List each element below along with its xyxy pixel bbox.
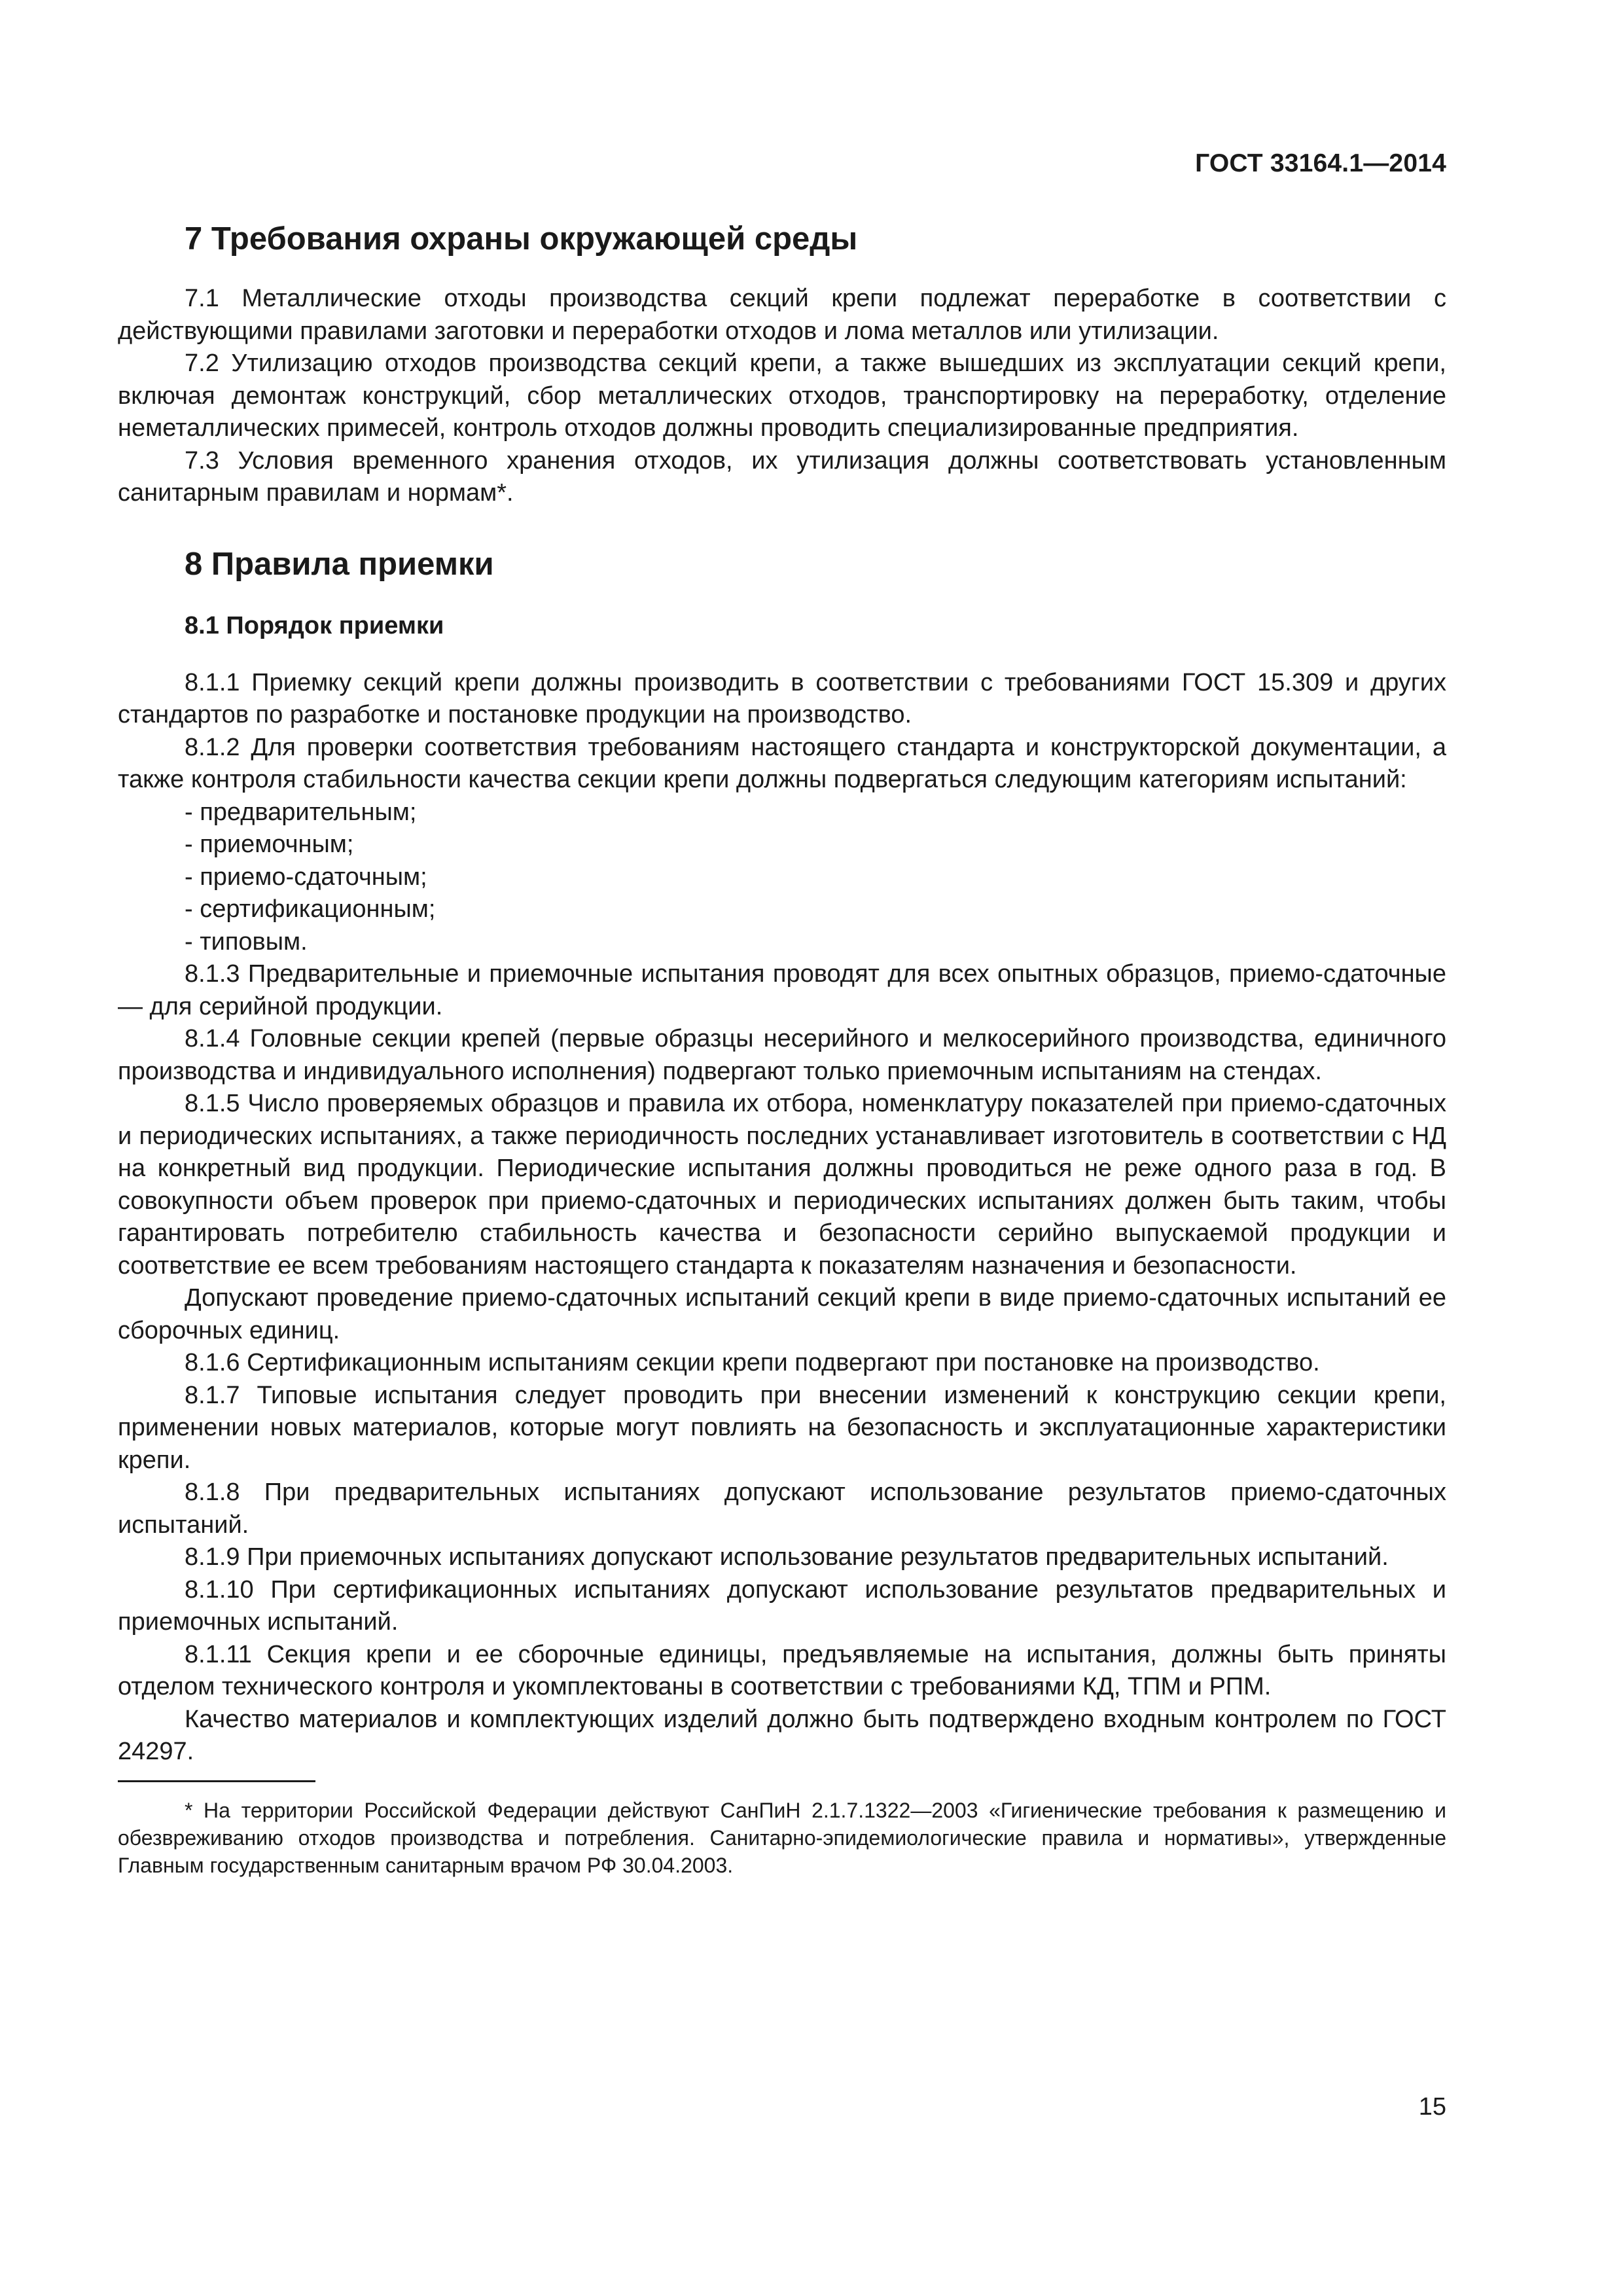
paragraph-8-1-1: 8.1.1 Приемку секций крепи должны производить в соответствии с требованиями ГОСТ 15.309 и других стандартов по разработке и постановке продукции на производство. [118, 668, 1446, 728]
paragraph-7-1: 7.1 Металлические отходы производства секций крепи подлежат переработке в соответствии с действующими правилами заготовки и переработки отходов и лома металлов или утилизации. [118, 285, 1446, 345]
subsection-8-1-title: 8.1 Порядок приемки [185, 611, 444, 639]
paragraph-8-1-6: 8.1.6 Сертификационным испытаниям секции крепи подвергают при постановке на производство. [185, 1349, 1320, 1376]
footnote-separator [118, 1780, 315, 1782]
document-code: ГОСТ 33164.1—2014 [1195, 149, 1446, 177]
paragraph-8-1-5-note: Допускают проведение приемо-сдаточных испытаний секций крепи в виде приемо-сдаточных испытаний ее сборочных единиц. [118, 1284, 1446, 1344]
section-8-title: 8 Правила приемки [185, 546, 494, 582]
document-body [118, 216, 1446, 1879]
test-category-item: - сертификационным; [185, 895, 436, 923]
paragraph-8-1-8: 8.1.8 При предварительных испытаниях допускают использование результатов приемо-сдаточных испытаний. [118, 1479, 1446, 1539]
paragraph-8-1-2: 8.1.2 Для проверки соответствия требованиям настоящего стандарта и конструкторской документации, а также контроля стабильности качества секции крепи должны подвергаться следующим категориям испытаний: [118, 733, 1446, 793]
paragraph-8-1-11-note: Качество материалов и комплектующих изделий должно быть подтверждено входным контролем по ГОСТ 24297. [118, 1705, 1446, 1765]
paragraph-8-1-4: 8.1.4 Головные секции крепей (первые образцы несерийного и мелкосерийного производства, единичного производства и индивидуального исполнения) подвергают только приемочным испытаниям на стендах. [118, 1025, 1446, 1085]
test-category-item: - приемо-сдаточным; [185, 863, 427, 891]
paragraph-8-1-5: 8.1.5 Число проверяемых образцов и правила их отбора, номенклатуру показателей при приемо-сдаточных и периодических испытаниях, а также периодичность последних устанавливает изготовитель в соответствии с НД на конкретный вид продукции. Периодические испытания должны проводиться не реже одного раза в год. В совокупности объем проверок при приемо-сдаточных и периодических испытаниях должен быть таким, чтобы гарантировать потребителю стабильность качества и безопасности серийно выпускаемой продукции и соответствие ее всем требованиям настоящего стандарта к показателям назначения и безопасности. [118, 1090, 1446, 1280]
paragraph-8-1-10: 8.1.10 При сертификационных испытаниях допускают использование результатов предварительных и приемочных испытаний. [118, 1575, 1446, 1636]
test-category-item: - предварительным; [185, 798, 417, 826]
footnote: * На территории Российской Федерации действуют СанПиН 2.1.7.1322—2003 «Гигиенические требования к размещению и обезвреживанию отходов производства и потребления. Санитарно-эпидемиологические правила и нормативы», утвержденные Главным государственным санитарным врачом РФ 30.04.2003. [118, 1798, 1446, 1877]
paragraph-7-2: 7.2 Утилизацию отходов производства секций крепи, а также вышедших из эксплуатации секций крепи, включая демонтаж конструкций, сбор металлических отходов, транспортировку на переработку, отделение неметаллических примесей, контроль отходов должны проводить специализированные предприятия. [118, 350, 1446, 442]
test-category-item: - типовым. [185, 927, 308, 956]
paragraph-8-1-7: 8.1.7 Типовые испытания следует проводить при внесении изменений к конструкцию секции крепи, применении новых материалов, которые могут повлиять на безопасность и эксплуатационные характеристики крепи. [118, 1381, 1446, 1474]
page-number: 15 [1418, 2093, 1446, 2121]
paragraph-8-1-3: 8.1.3 Предварительные и приемочные испытания проводят для всех опытных образцов, приемо-сдаточные — для серийной продукции. [118, 960, 1446, 1020]
section-7-title: 7 Требования охраны окружающей среды [185, 221, 858, 257]
paragraph-8-1-9: 8.1.9 При приемочных испытаниях допускают использование результатов предварительных испытаний. [185, 1543, 1389, 1571]
test-category-item: - приемочным; [185, 831, 354, 858]
paragraph-8-1-11: 8.1.11 Секция крепи и ее сборочные единицы, предъявляемые на испытания, должны быть приняты отделом технического контроля и укомплектованы в соответствии с требованиями КД, ТПМ и РПМ. [118, 1640, 1446, 1700]
paragraph-7-3: 7.3 Условия временного хранения отходов, их утилизация должны соответствовать установленным санитарным правилам и нормам*. [118, 446, 1446, 507]
